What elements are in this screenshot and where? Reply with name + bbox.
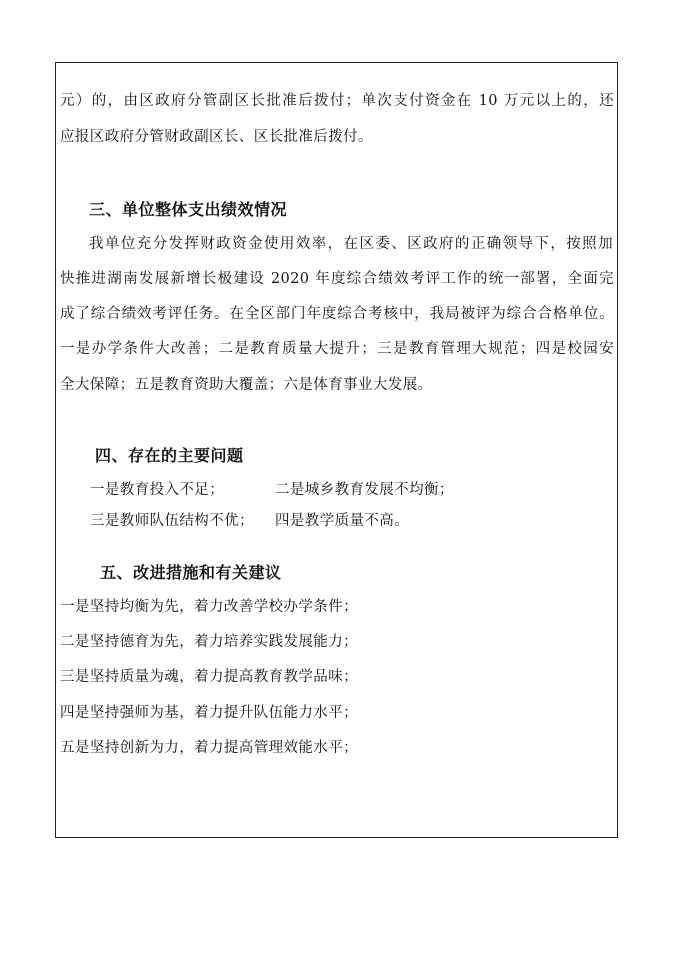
section-5-heading: 五、改进措施和有关建议 — [100, 563, 282, 582]
suggestion-item-4: 四是坚持强师为基，着力提升队伍能力水平； — [60, 705, 358, 721]
problem-item-1: 一是教育投入不足； — [90, 482, 225, 498]
section-3-line-3: 成了综合绩效考评任务。在全区部门年度综合考核中，我局被评为综合合格单位。 — [60, 306, 614, 322]
suggestion-item-5: 五是坚持创新为力，着力提高管理效能水平； — [60, 740, 358, 756]
continuation-line-2: 应报区政府分管财政副区长、区长批准后拨付。 — [60, 129, 373, 145]
continuation-line-1: 元）的，由区政府分管副区长批准后拨付；单次支付资金在 10 万元以上的，还 — [60, 93, 614, 109]
section-3-line-5: 全大保障；五是教育资助大覆盖；六是体育事业大发展。 — [60, 377, 433, 393]
suggestion-item-2: 二是坚持德育为先，着力培养实践发展能力； — [60, 634, 358, 650]
suggestion-item-3: 三是坚持质量为魂，着力提高教育教学品味； — [60, 669, 358, 685]
section-4-heading: 四、存在的主要问题 — [95, 446, 244, 465]
problem-item-4: 四是教学质量不高。 — [275, 513, 410, 529]
problem-item-2: 二是城乡教育发展不均衡； — [275, 482, 454, 498]
suggestion-item-1: 一是坚持均衡为先，着力改善学校办学条件； — [60, 599, 358, 615]
section-3-heading: 三、单位整体支出绩效情况 — [89, 200, 288, 219]
section-3-line-2: 快推进湖南发展新增长极建设 2020 年度综合绩效考评工作的统一部署，全面完 — [60, 271, 614, 287]
problem-item-3: 三是教师队伍结构不优； — [90, 513, 254, 529]
section-3-line-1: 我单位充分发挥财政资金使用效率，在区委、区政府的正确领导下，按照加 — [89, 236, 613, 252]
section-3-line-4: 一是办学条件大改善；二是教育质量大提升；三是教育管理大规范；四是校园安 — [60, 341, 614, 357]
